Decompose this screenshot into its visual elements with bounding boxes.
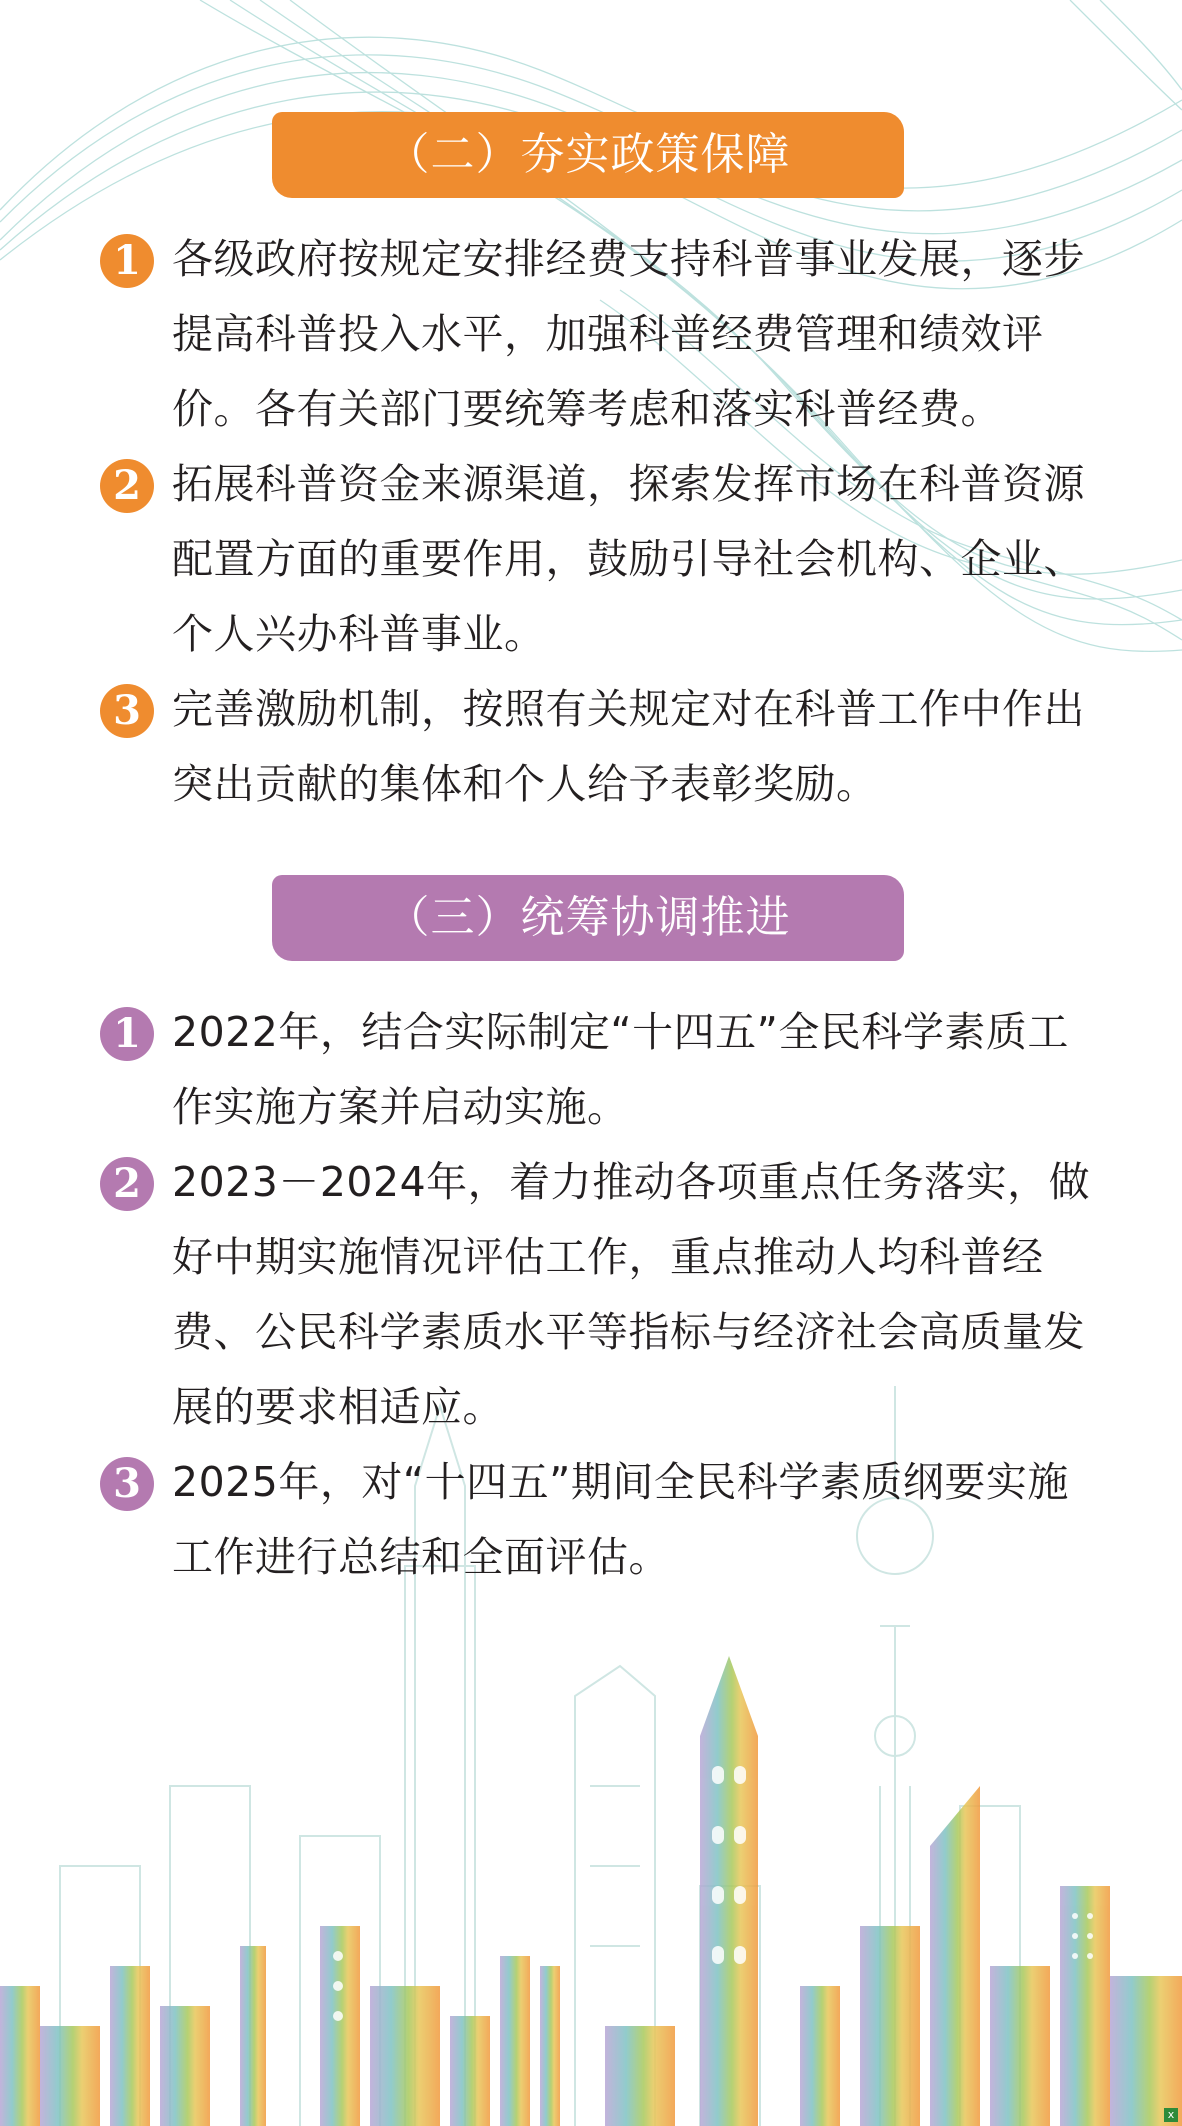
list-item-text: 2022年，结合实际制定“十四五”全民科学素质工作实施方案并启动实施。	[172, 1008, 1069, 1131]
section-3-title: （三）统筹协调推进	[272, 875, 904, 961]
corner-mark-icon: x	[1164, 2108, 1178, 2122]
number-1-badge-icon: 1	[100, 234, 154, 288]
list-item	[100, 222, 1100, 447]
list-item	[100, 1145, 1100, 1445]
list-item-text: 2025年，对“十四五”期间全民科学素质纲要实施工作进行总结和全面评估。	[172, 1458, 1069, 1581]
number-1-badge-icon: 1	[100, 1007, 154, 1061]
list-item	[100, 447, 1100, 672]
number-3-badge-icon: 3	[100, 1457, 154, 1511]
list-item-text: 完善激励机制，按照有关规定对在科普工作中作出突出贡献的集体和个人给予表彰奖励。	[172, 685, 1085, 808]
section-3-list	[100, 995, 1100, 1595]
section-2-title: （二）夯实政策保障	[272, 112, 904, 198]
list-item	[100, 672, 1100, 822]
list-item	[100, 995, 1100, 1145]
number-2-badge-icon: 2	[100, 1157, 154, 1211]
list-item	[100, 1445, 1100, 1595]
number-2-badge-icon: 2	[100, 459, 154, 513]
list-item-text: 2023－2024年，着力推动各项重点任务落实，做好中期实施情况评估工作，重点推动人均科普经费、公民科学素质水平等指标与经济社会高质量发展的要求相适应。	[172, 1158, 1091, 1431]
list-item-text: 拓展科普资金来源渠道，探索发挥市场在科普资源配置方面的重要作用，鼓励引导社会机构、企业、个人兴办科普事业。	[172, 460, 1085, 658]
section-2-list	[100, 222, 1100, 822]
number-3-badge-icon: 3	[100, 684, 154, 738]
list-item-text: 各级政府按规定安排经费支持科普事业发展，逐步提高科普投入水平，加强科普经费管理和绩效评价。各有关部门要统筹考虑和落实科普经费。	[172, 235, 1085, 433]
